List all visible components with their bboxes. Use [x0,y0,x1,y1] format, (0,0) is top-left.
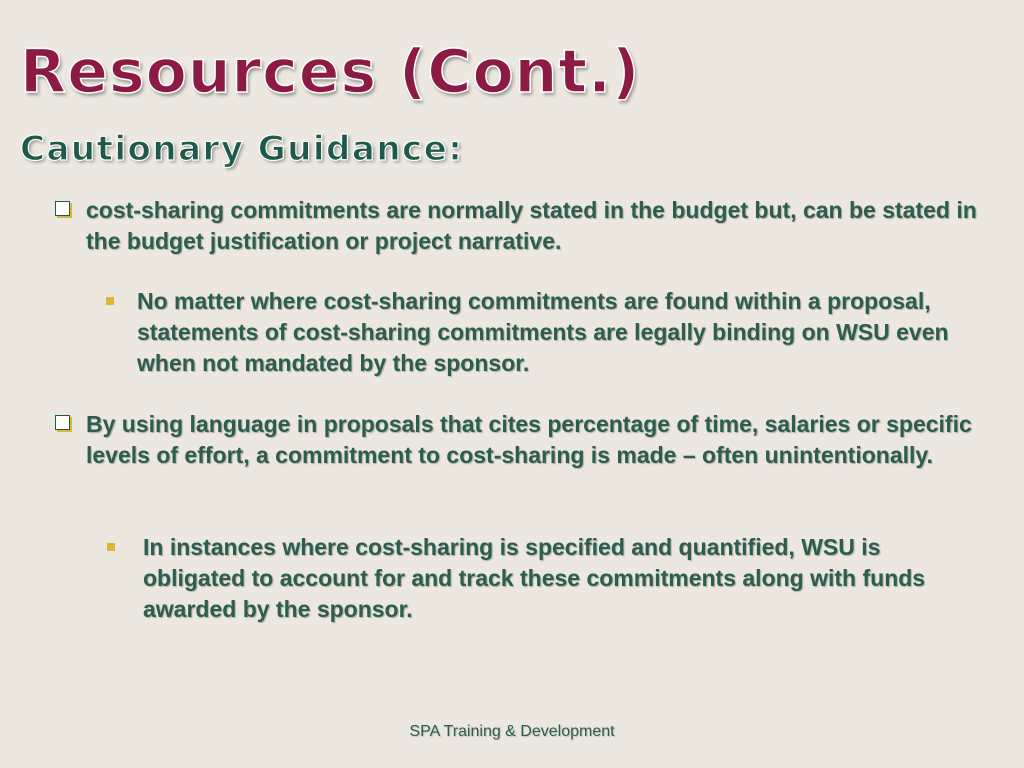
bullet-item-level-2 [143,532,983,625]
square-bullet-icon [107,543,115,551]
square-bullet-icon [106,297,114,305]
bullet-item-level-2 [137,286,957,379]
slide-title: Resources (Cont.) [20,37,641,107]
slide-subtitle: Cautionary Guidance: [20,129,464,169]
bullet-item-level-1 [86,195,986,257]
bullet-item-level-1 [86,409,996,471]
bullet-text: No matter where cost-sharing commitments are found within a proposal, statements of cost-sharing commitments are legally binding on WSU even when not mandated by the sponsor. [137,288,949,376]
slide-footer: SPA Training & Development [409,723,615,740]
checkbox-square-icon [55,201,70,216]
bullet-text: cost-sharing commitments are normally stated in the budget but, can be stated in the budget justification or project narrative. [86,197,977,254]
checkbox-square-icon [55,415,70,430]
bullet-text: By using language in proposals that cites percentage of time, salaries or specific levels of effort, a commitment to cost-sharing is made – often unintentionally. [86,411,972,468]
bullet-text: In instances where cost-sharing is specified and quantified, WSU is obligated to account for and track these commitments along with funds awarded by the sponsor. [143,534,926,622]
